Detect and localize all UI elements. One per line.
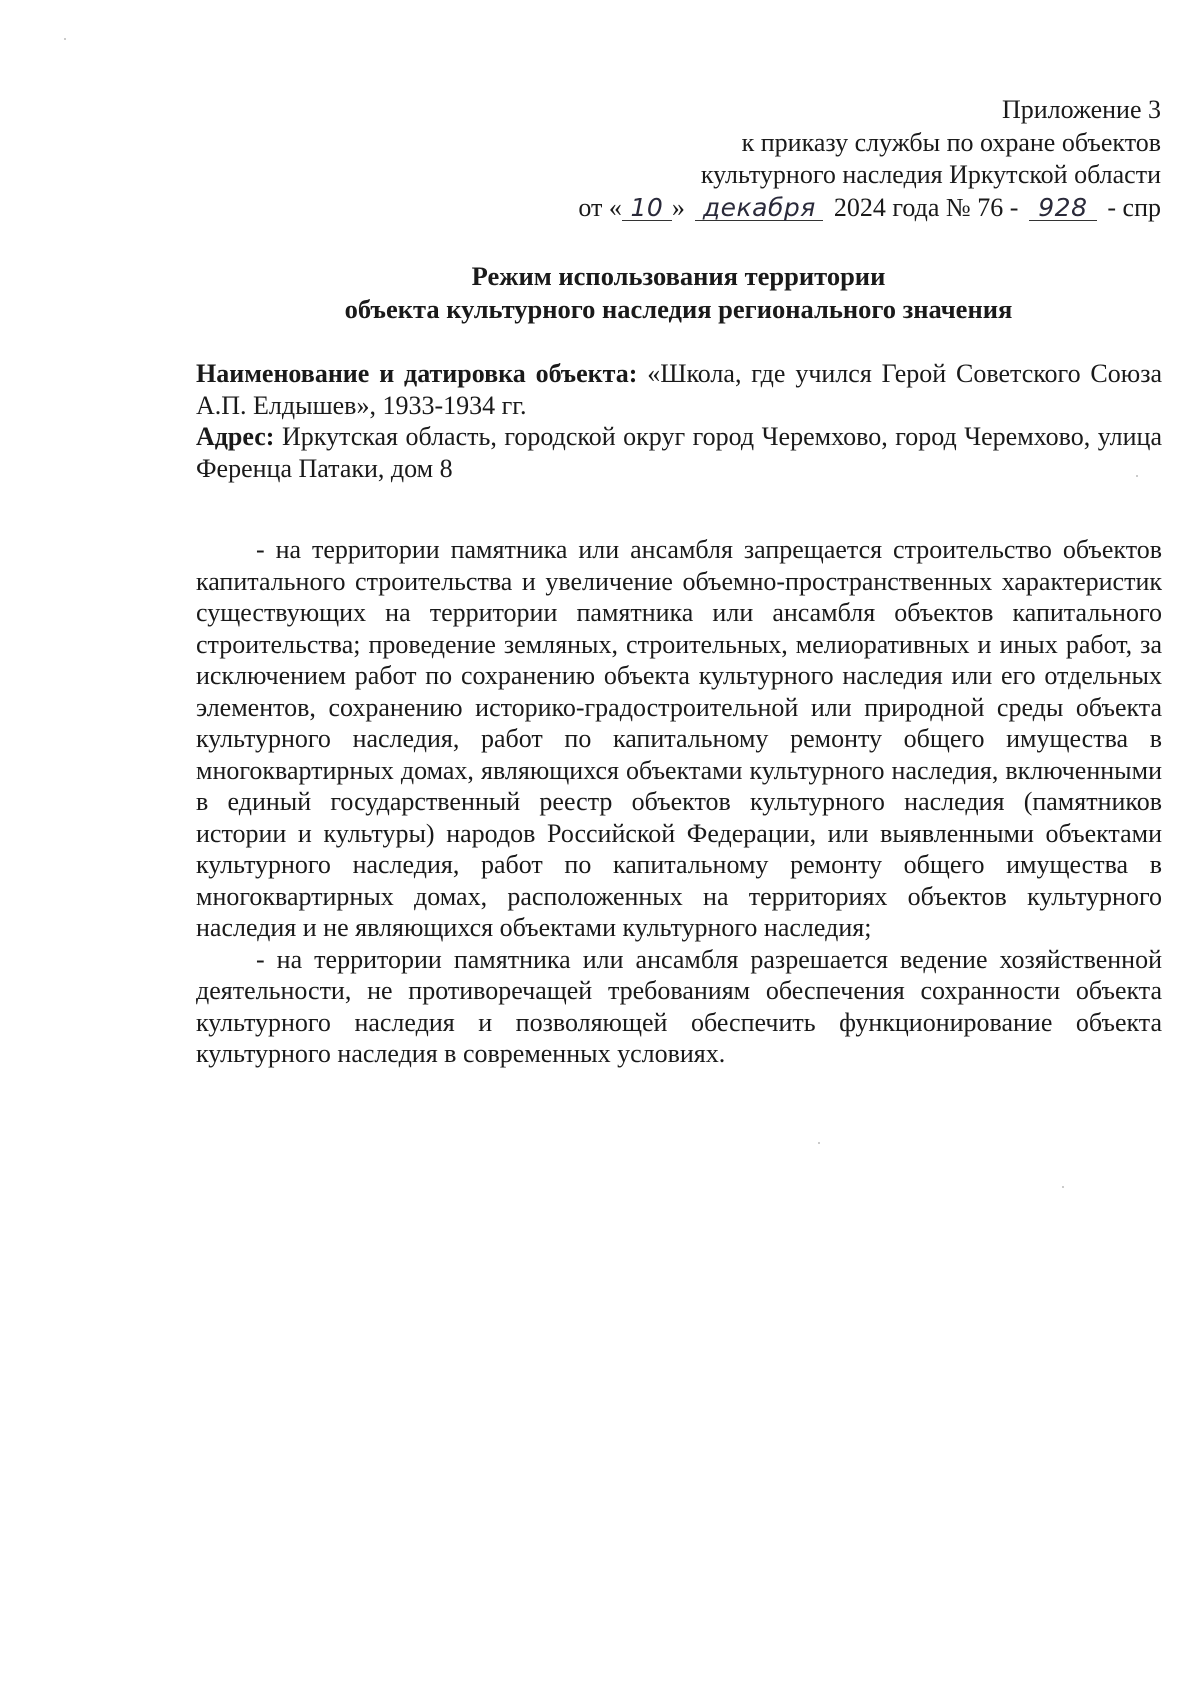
order-year-number: 2024 года № 76 - — [833, 192, 1019, 222]
handwritten-month: декабря — [695, 196, 823, 221]
appendix-order-ref: к приказу службы по охране объектов — [741, 127, 1161, 157]
date-close-quote: » — [671, 192, 685, 222]
object-name-paragraph — [196, 358, 1162, 421]
scan-speck — [64, 38, 66, 40]
document-body — [196, 358, 1162, 1070]
object-address-value: Иркутская область, городской округ город Черемхово, город Черемхово, улица Ференца Патаки, дом 8 — [196, 422, 1163, 483]
handwritten-day: 10 — [622, 196, 672, 221]
handwritten-order-number: 928 — [1029, 196, 1097, 221]
regime-item-prohibited: - на территории памятника или ансамбля запрещается строительство объектов капитального строительства и увеличение объемно-пространственных характеристик существующих на территории памятника или ансамбля объектов капитального строительства; проведение земляных, строительных, мелиоративных и иных работ, за исключением работ по сохранению объекта культурного наследия или его отдельных элементов, сохранению историко-градостроительной или природной среды объекта культурного наследия, работ по капитальному ремонту общего имущества в многоквартирных домах, являющихся объектами культурного наследия, включенными в единый государственный реестр объектов культурного наследия (памятников истории и культуры) народов Российской Федерации, или выявленными объектами культурного наследия, работ по капитальному ремонту общего имущества в многоквартирных домах, расположенных на территориях объектов культурного наследия и не являющихся объектами культурного наследия; — [196, 535, 1162, 942]
appendix-date-line — [578, 192, 1161, 225]
title-line-2: объекта культурного наследия регионального значения — [344, 294, 1013, 324]
date-prefix: от « — [578, 192, 622, 222]
scan-speck — [1136, 475, 1138, 477]
object-address-paragraph — [196, 421, 1162, 484]
object-address-label: Адрес: — [196, 422, 275, 451]
appendix-number: Приложение 3 — [1001, 95, 1161, 124]
appendix-authority: культурного наследия Иркутской области — [700, 160, 1161, 189]
document-title — [196, 260, 1161, 326]
order-suffix: - спр — [1107, 192, 1161, 222]
object-name-label: Наименование и датировка объекта: — [196, 359, 638, 388]
regime-item-permitted: - на территории памятника или ансамбля разрешается ведение хозяйственной деятельности, не противоречащей требованиям обеспечения сохранности объекта культурного наследия и позволяющей обеспечить функционирование объекта культурного наследия в современных условиях. — [196, 944, 1162, 1068]
paragraph-gap — [196, 484, 1162, 534]
object-name-value: «Школа, где учился Герой Советского Союза А.П. Елдышев», 1933-1934 гг. — [196, 359, 1163, 420]
appendix-header — [578, 94, 1161, 224]
scan-speck — [818, 1142, 820, 1144]
scan-speck — [1062, 1186, 1064, 1188]
title-line-1: Режим использования территории — [471, 261, 886, 291]
